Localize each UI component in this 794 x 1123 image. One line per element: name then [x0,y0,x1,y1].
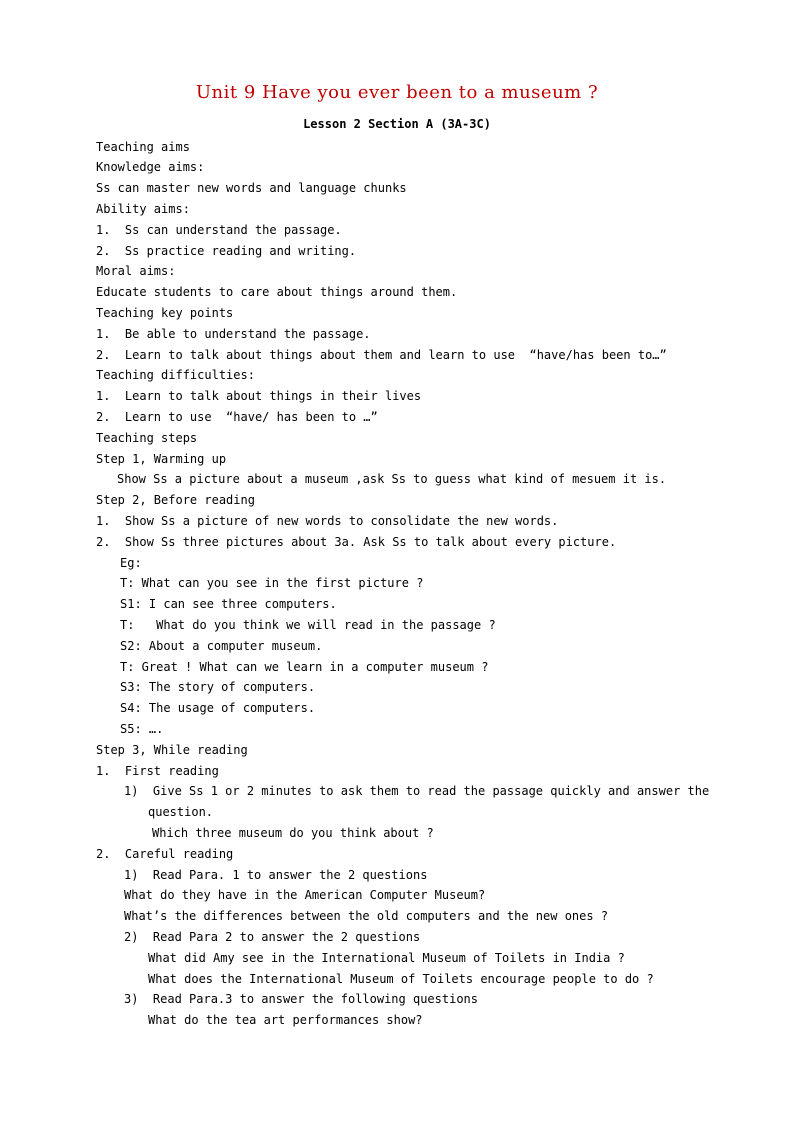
text-line: S4: The usage of computers. [120,701,316,715]
text-line: T: Great ! What can we learn in a computer museum ? [120,660,489,674]
text-line: T: What can you see in the first picture ? [120,576,424,590]
text-line: Eg: [120,556,142,570]
text-line: Step 3, While reading [96,743,248,757]
text-line: Step 2, Before reading [96,493,255,507]
text-line: What does the International Museum of Toilets encourage people to do ? [148,972,654,986]
text-line: 1) Give Ss 1 or 2 minutes to ask them to read the passage quickly and answer the [124,784,710,798]
text-line: 2) Read Para 2 to answer the 2 questions [124,930,421,944]
text-line: 2. Careful reading [96,847,234,861]
text-line: Teaching difficulties: [96,368,255,382]
page-title: Unit 9 Have you ever been to a museum ? [195,82,599,103]
text-line: 3) Read Para.3 to answer the following questions [124,992,479,1006]
text-line: What’s the differences between the old computers and the new ones ? [124,909,609,923]
text-line: question. [148,805,214,819]
text-line: Educate students to care about things around them. [96,285,458,299]
text-line: Teaching key points [96,306,234,320]
text-line: 1. First reading [96,764,219,778]
text-line: Show Ss a picture about a museum ,ask Ss to guess what kind of mesuem it is. [117,472,667,486]
text-line: Moral aims: [96,264,176,278]
text-line: 1) Read Para. 1 to answer the 2 questions [124,868,428,882]
text-line: What do the tea art performances show? [148,1013,423,1027]
lesson-subtitle: Lesson 2 Section A (3A-3C) [303,117,491,131]
text-line: Ss can master new words and language chunks [96,181,407,195]
text-line: S2: About a computer museum. [120,639,323,653]
text-line: Teaching aims [96,140,190,154]
text-line: S3: The story of computers. [120,680,316,694]
text-line: 1. Show Ss a picture of new words to consolidate the new words. [96,514,559,528]
text-line: 2. Learn to use “have/ has been to …” [96,410,378,424]
text-line: 2. Learn to talk about things about them and learn to use “have/has been to…” [96,348,667,362]
text-line: What do they have in the American Computer Museum? [124,888,486,902]
text-line: Teaching steps [96,431,198,445]
text-line: 2. Show Ss three pictures about 3a. Ask Ss to talk about every picture. [96,535,617,549]
text-line: 1. Be able to understand the passage. [96,327,371,341]
text-line: S1: I can see three computers. [120,597,337,611]
text-line: Ability aims: [96,202,190,216]
text-line: T: What do you think we will read in the passage ? [120,618,496,632]
text-line: 2. Ss practice reading and writing. [96,244,357,258]
text-line: 1. Ss can understand the passage. [96,223,342,237]
text-line: Step 1, Warming up [96,452,227,466]
text-line: Knowledge aims: [96,160,205,174]
text-line: S5: …. [120,722,164,736]
text-line: Which three museum do you think about ? [152,826,434,840]
text-line: 1. Learn to talk about things in their lives [96,389,422,403]
text-line: What did Amy see in the International Museum of Toilets in India ? [148,951,625,965]
